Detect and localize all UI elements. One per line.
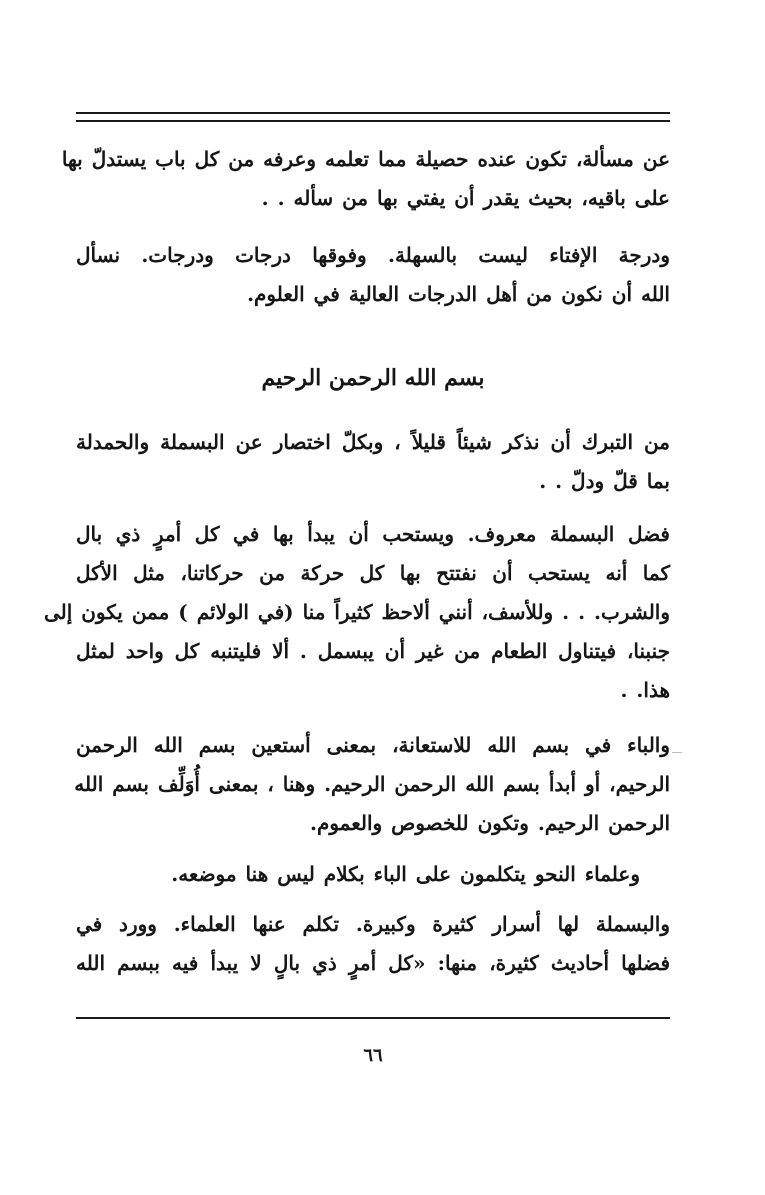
text-line: كما أنه يستحب أن نفتتح بها كل حركة من حركاتنا، مثل الأكل bbox=[76, 561, 670, 585]
footer-rule bbox=[76, 1017, 670, 1019]
paragraph-basmala-secrets bbox=[76, 905, 670, 983]
text-line: فضل البسملة معروف. ويستحب أن يبدأ بها في كل أمرٍ ذي بال bbox=[76, 522, 670, 546]
paragraph-baa-meaning bbox=[76, 726, 670, 843]
text-line: على باقيه، بحيث يقدر أن يفتي بها من سأله . . bbox=[261, 186, 670, 210]
page-number: ٦٦ bbox=[363, 1045, 383, 1066]
text-line: والباء في بسم الله للاستعانة، بمعنى أستعين بسم الله الرحمن bbox=[76, 733, 670, 757]
text-line: والبسملة لها أسرار كثيرة وكبيرة. تكلم عنها العلماء. وورد في bbox=[76, 912, 670, 936]
paragraph-fatwa-tools bbox=[61, 140, 670, 218]
text-line: عن مسألة، تكون عنده حصيلة مما تعلمه وعرفه من كل باب يستدلّ بها bbox=[61, 147, 670, 171]
header-rule-lower bbox=[76, 120, 670, 122]
text-line: الرحمن الرحيم. وتكون للخصوص والعموم. bbox=[309, 811, 670, 835]
text-line: فضلها أحاديث كثيرة، منها: «كل أمرٍ ذي بالٍ لا يبدأ فيه ببسم الله bbox=[76, 951, 670, 975]
paragraph-intro bbox=[76, 423, 670, 501]
header-rule-upper bbox=[76, 112, 670, 114]
text-line: بما قلّ ودلّ . . bbox=[539, 469, 670, 493]
paragraph-grammarians bbox=[76, 855, 670, 894]
margin-mark bbox=[672, 752, 682, 753]
text-line: والشرب. . . وللأسف، أنني ألاحظ كثيراً منا (في الولائم ) ممن يكون إلى bbox=[43, 600, 670, 624]
paragraph-fatwa-degree bbox=[76, 236, 670, 314]
section-heading: بسم الله الرحمن الرحيم bbox=[261, 365, 485, 391]
paragraph-basmala-virtue bbox=[43, 515, 670, 710]
text-line: جنبنا، فيتناول الطعام من غير أن يبسمل . ألا فليتنبه كل واحد لمثل bbox=[76, 639, 670, 663]
text-line: ودرجة الإفتاء ليست بالسهلة. وفوقها درجات ودرجات. نسأل bbox=[76, 243, 670, 267]
text-line: الرحيم، أو أبدأ بسم الله الرحمن الرحيم. وهنا ، بمعنى أُوَلِّف بسم الله bbox=[74, 772, 670, 796]
text-line: الله أن نكون من أهل الدرجات العالية في العلوم. bbox=[247, 282, 670, 306]
text-line: هذا. . bbox=[620, 678, 670, 702]
text-line: وعلماء النحو يتكلمون على الباء بكلام ليس هنا موضعه. bbox=[171, 862, 640, 886]
text-line: من التبرك أن نذكر شيئاً قليلاً ، وبكلّ اختصار عن البسملة والحمدلة bbox=[76, 430, 670, 454]
